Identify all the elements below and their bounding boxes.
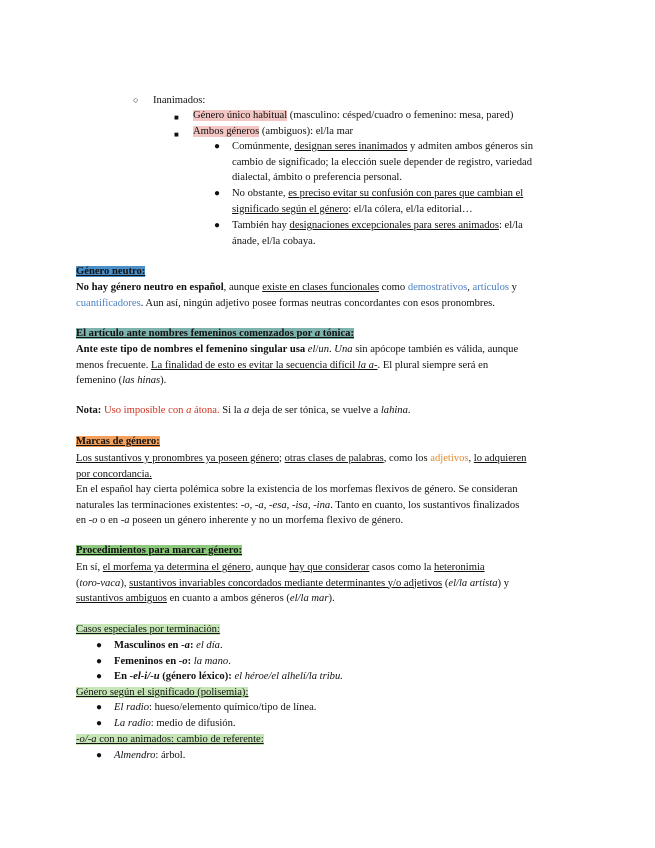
neutro-paragraph: No hay género neutro en español, aunque existe en clases funcionales como demostrativos, artículos y cuantificadores. Aun así, ningún adjetivo posee formas neutras concordantes con esos pronombres. bbox=[76, 282, 517, 309]
olas-item-1: Almendro: árbol. bbox=[114, 750, 186, 761]
casos-heading: Casos especiales por terminación: bbox=[76, 624, 220, 635]
inanimados-sub-2: No obstante, es preciso evitar su confusión con pares que cambian el significado según el género: el/la cólera, el/la editorial… bbox=[232, 188, 524, 215]
articulo-paragraph: Ante este tipo de nombres el femenino singular usa el/un. Una sin apócope también es válida, aunque menos frecuente. La finalidad de esto es evitar la secuencia difícil la a-. El plural siempre será en femenino (las hinas). bbox=[76, 344, 519, 386]
dot-bullet-icon: ● bbox=[214, 141, 221, 152]
significado-heading: Género según el significado (polisemia): bbox=[76, 687, 249, 698]
neutro-heading: Género neutro: bbox=[76, 266, 146, 277]
inanimados-label: Inanimados: bbox=[153, 95, 206, 106]
square-bullet-icon: ■ bbox=[174, 113, 179, 122]
marcas-paragraph: Los sustantivos y pronombres ya poseen género; otras clases de palabras, como los adjetivos, lo adquieren por concordancia. En el español hay cierta polémica sobre la existencia de los morfemas flexivos de género. Se consideran naturales las terminaciones existentes: -o, -a, -esa, -isa, -ina. Tanto en cuanto, los sustantivos finalizados en -o o en -a poseen un género inherente y no un morfema flexivo de género. bbox=[76, 453, 527, 526]
dot-bullet-icon: ● bbox=[214, 188, 221, 199]
casos-item-1: Masculinos en -a: el día. bbox=[114, 640, 223, 651]
dot-bullet-icon: ● bbox=[96, 718, 103, 729]
significado-item-2: La radio: medio de difusión. bbox=[114, 718, 236, 729]
dot-bullet-icon: ● bbox=[214, 220, 221, 231]
olas-heading: -o/-a con no animados: cambio de referente: bbox=[76, 734, 264, 745]
dot-bullet-icon: ● bbox=[96, 656, 103, 667]
significado-item-1: El radio: hueso/elemento químico/tipo de línea. bbox=[114, 702, 317, 713]
inanimados-item-1: Género único habitual (masculino: césped/cuadro o femenino: mesa, pared) bbox=[193, 110, 514, 121]
procedimientos-heading: Procedimientos para marcar género: bbox=[76, 545, 243, 556]
square-bullet-icon: ■ bbox=[174, 130, 179, 139]
marcas-heading: Marcas de género: bbox=[76, 436, 160, 447]
inanimados-item-2: Ambos géneros (ambiguos): el/la mar bbox=[193, 126, 354, 137]
dot-bullet-icon: ● bbox=[96, 750, 103, 761]
casos-item-3: En -el-i/-u (género léxico): el héroe/el alhelí/la tribu. bbox=[114, 671, 343, 682]
procedimientos-paragraph: En sí, el morfema ya determina el género, aunque hay que considerar casos como la heteronimia (toro-vaca), sustantivos invariables concordados mediante determinantes y/o adjetivos (el/la artista) y sustantivos ambiguos en cuanto a ambos géneros (el/la mar). bbox=[76, 562, 510, 604]
nota: Nota: Uso imposible con a átona. Si la a deja de ser tónica, se vuelve a lahina. bbox=[76, 405, 411, 416]
dot-bullet-icon: ● bbox=[96, 671, 103, 682]
dot-bullet-icon: ● bbox=[96, 640, 103, 651]
casos-item-2: Femeninos en -o: la mano. bbox=[114, 656, 231, 667]
inanimados-sub-1: Comúnmente, designan seres inanimados y admiten ambos géneros sin cambio de significado; la elección suele depender de registro, variedad dialectal, ámbito o preferencia personal. bbox=[232, 141, 534, 183]
hollow-circle-bullet-icon: ○ bbox=[133, 95, 139, 105]
dot-bullet-icon: ● bbox=[96, 702, 103, 713]
articulo-heading: El artículo ante nombres femeninos comenzados por a tónica: bbox=[76, 328, 354, 339]
inanimados-sub-3: También hay designaciones excepcionales para seres animados: el/la ánade, el/la cobaya. bbox=[232, 220, 523, 247]
